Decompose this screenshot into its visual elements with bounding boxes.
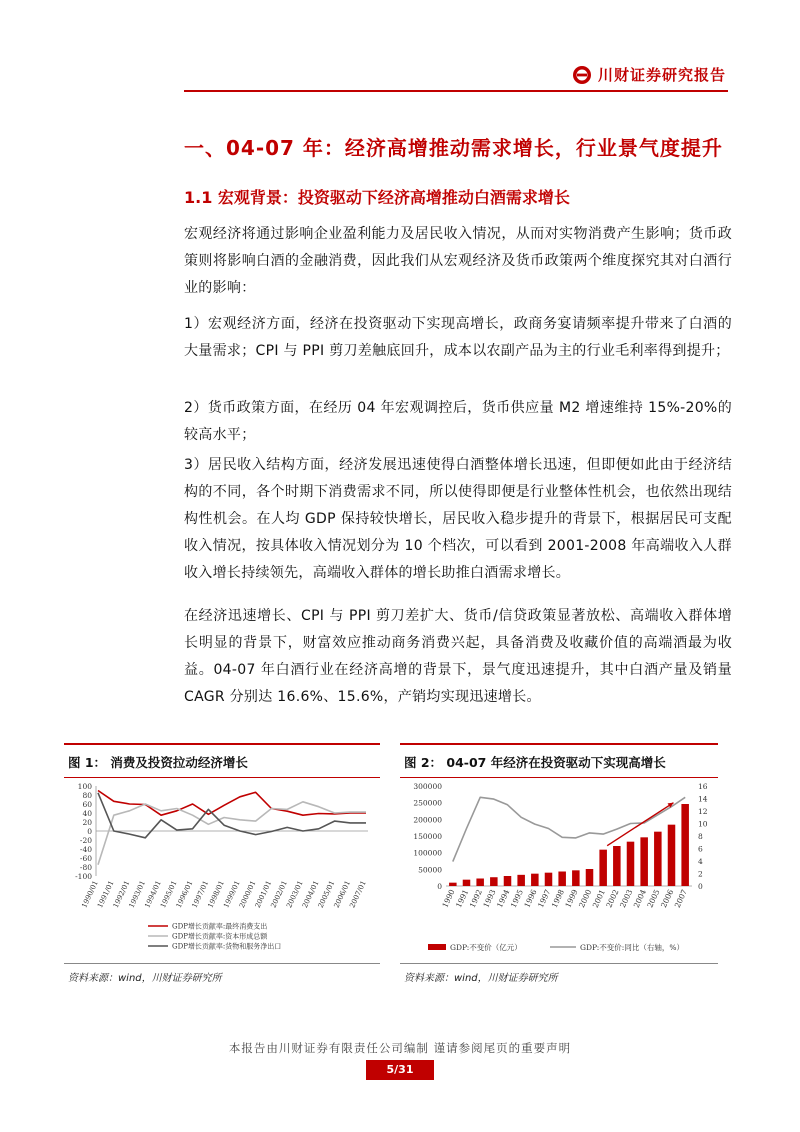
- figure-1-title: 图 1： 消费及投资拉动经济增长: [68, 755, 248, 770]
- y-tick-label: 40: [82, 809, 92, 818]
- bar: [531, 874, 539, 886]
- y-tick-label: 250000: [413, 798, 442, 808]
- footer-disclaimer: 本报告由川财证券有限责任公司编制 谨请参阅尾页的重要声明: [228, 1041, 572, 1055]
- x-tick-label: 2005/01: [316, 879, 337, 910]
- bar: [586, 869, 594, 886]
- brand: [572, 64, 726, 85]
- x-tick-label: 1992: [467, 888, 484, 910]
- legend-label: GDP增长贡献率:最终消费支出: [172, 922, 268, 931]
- figure-1: [64, 743, 380, 989]
- bar: [504, 876, 512, 886]
- page-header: [0, 0, 800, 100]
- x-tick-label: 2005: [645, 888, 662, 910]
- y2-tick-label: 4: [698, 857, 703, 866]
- y2-tick-label: 8: [698, 832, 703, 841]
- bar: [558, 872, 566, 887]
- x-tick-label: 2006: [659, 888, 676, 910]
- paragraph-macro: 1）宏观经济方面，经济在投资驱动下实现高增长，政商务宴请频率提升带来了白酒的大量需求；CPI 与 PPI 剪刀差触底回升，成本以农副产品为主的行业毛利率得到提升；: [184, 316, 732, 359]
- y-tick-label: 100: [77, 782, 92, 791]
- x-tick-label: 2004: [631, 888, 648, 910]
- x-tick-label: 1995: [508, 888, 525, 910]
- y2-tick-label: 14: [698, 794, 708, 804]
- paragraph-intro: 宏观经济将通过影响企业盈利能力及居民收入情况，从而对实物消费产生影响；货币政策则将影响白酒的金融消费，因此我们从宏观经济及货币政策两个维度探究其对白酒行业的影响：: [184, 226, 732, 296]
- legend-swatch-bar: [428, 944, 446, 950]
- x-tick-label: 2003/01: [285, 879, 305, 910]
- y2-tick-label: 2: [698, 869, 703, 879]
- chart-2: [400, 778, 718, 961]
- figure-2: [400, 743, 718, 989]
- x-tick-label: 2003: [618, 888, 635, 910]
- paragraph-conclusion: 在经济迅速增长、CPI 与 PPI 剪刀差扩大、货币/信贷政策显著放松、高端收入群体增长明显的背景下，财富效应推动商务消费兴起，具备消费及收藏价值的高端酒最为收益。04-07 年白酒行业在经济高增的背景下，景气度迅速提升，其中白酒产量及销量 CAGR 分别达 16.6%、15.6%，产销均实现迅速增长。: [184, 608, 732, 705]
- figure-2-title: 图 2： 04-07 年经济在投资驱动下实现高增长: [404, 755, 666, 770]
- bar: [654, 832, 662, 886]
- bar: [463, 880, 471, 886]
- header-divider: [184, 90, 728, 92]
- bar: [572, 870, 580, 886]
- y-tick-label: 0: [87, 827, 92, 836]
- x-tick-label: 2000: [577, 888, 594, 910]
- bar: [449, 883, 457, 886]
- x-tick-label: 1992/01: [111, 879, 132, 910]
- y-tick-label: -40: [79, 845, 92, 854]
- y2-tick-label: 10: [698, 819, 708, 829]
- subsection-heading: 1.1 宏观背景：投资驱动下经济高增推动白酒需求增长: [184, 188, 570, 207]
- y-tick-label: 0: [437, 882, 442, 891]
- series-line-1: [98, 791, 366, 816]
- legend-label-bar: GDP:不变价（亿元）: [450, 943, 522, 952]
- x-tick-label: 2001: [590, 888, 607, 910]
- bar: [627, 842, 635, 886]
- page-number: 5/31: [366, 1060, 434, 1080]
- paragraph-income: 3）居民收入结构方面，经济发展迅速使得白酒整体增长迅速，但即便如此由于经济结构的不同，各个时期下消费需求不同，所以使得即便是行业整体性机会，也依然出现结构性机会。在人均 GDP 保持较快增长，居民收入稳步提升的背景下，根据居民可支配收入情况，按具体收入情况划分为 10 个档次，可以看到 2001-2008 年高端收入人群收入增长持续领先，高端收入群体的增长助推白酒需求增长。: [184, 457, 732, 581]
- x-tick-label: 1991: [454, 888, 471, 910]
- y-tick-label: 80: [82, 791, 92, 800]
- paragraph-monetary: 2）货币政策方面，在经历 04 年宏观调控后，货币供应量 M2 增速维持 15%-20%的较高水平；: [184, 400, 732, 443]
- y-tick-label: 20: [82, 818, 92, 827]
- x-tick-label: 1999: [563, 888, 580, 910]
- x-tick-label: 1990: [440, 888, 457, 910]
- x-tick-label: 2004/01: [300, 879, 321, 910]
- x-tick-label: 2002: [604, 888, 621, 910]
- legend-label: GDP增长贡献率:货物和服务净出口: [172, 942, 282, 951]
- x-tick-label: 1999/01: [222, 879, 242, 910]
- x-tick-label: 1998/01: [206, 879, 226, 910]
- bar: [599, 850, 607, 886]
- y-tick-label: 300000: [413, 782, 442, 791]
- figure-1-source: 资料来源：wind，川财证券研究所: [68, 973, 222, 984]
- figure-2-source: 资料来源：wind，川财证券研究所: [404, 973, 558, 984]
- x-tick-label: 2007/01: [348, 879, 368, 910]
- chart-1: [64, 778, 380, 961]
- legend-label-line: GDP:不变价:同比（右轴，%）: [580, 943, 684, 952]
- y-tick-label: 60: [82, 800, 92, 809]
- x-tick-label: 1996: [522, 888, 539, 910]
- bar: [517, 875, 525, 886]
- growth-line: [453, 797, 685, 861]
- section-heading: 一、04-07 年：经济高增推动需求增长，行业景气度提升: [184, 136, 723, 160]
- y-tick-label: 150000: [413, 832, 442, 841]
- y-tick-label: -20: [79, 836, 92, 845]
- series-line-2: [98, 802, 366, 865]
- bar: [668, 825, 676, 886]
- x-tick-label: 2001/01: [253, 879, 274, 910]
- bar: [681, 804, 689, 886]
- y-tick-label: 50000: [418, 865, 442, 875]
- x-tick-label: 1991/01: [96, 879, 116, 910]
- y2-tick-label: 16: [698, 782, 708, 791]
- y-tick-label: 200000: [413, 815, 442, 825]
- bar: [640, 837, 648, 886]
- y2-tick-label: 6: [698, 844, 703, 854]
- x-tick-label: 1990/01: [80, 879, 100, 910]
- bar: [490, 877, 498, 886]
- bar: [476, 879, 484, 887]
- x-tick-label: 2002/01: [269, 879, 289, 910]
- y2-tick-label: 0: [698, 882, 703, 891]
- x-tick-label: 1995/01: [159, 879, 179, 910]
- y-tick-label: -100: [75, 872, 92, 881]
- legend-label: GDP增长贡献率:资本形成总额: [172, 932, 268, 941]
- bar: [545, 873, 553, 886]
- x-tick-label: 1996/01: [174, 879, 195, 910]
- x-tick-label: 1994: [495, 888, 512, 910]
- x-tick-label: 2000/01: [237, 879, 258, 910]
- trend-arrow-line: [607, 803, 673, 846]
- x-tick-label: 2006/01: [332, 879, 353, 910]
- x-tick-label: 1998: [549, 888, 566, 910]
- y-tick-label: -60: [79, 854, 92, 863]
- x-tick-label: 1994/01: [143, 879, 163, 910]
- x-tick-label: 1997: [536, 888, 553, 910]
- x-tick-label: 1993/01: [127, 879, 148, 910]
- brand-name: 川财证券研究报告: [597, 66, 726, 84]
- y2-tick-label: 12: [698, 807, 708, 816]
- x-tick-label: 1993: [481, 888, 498, 910]
- y-tick-label: -80: [79, 863, 92, 872]
- brand-logo-icon: [572, 65, 592, 85]
- bar: [613, 846, 621, 886]
- y-tick-label: 100000: [413, 848, 442, 858]
- x-tick-label: 1997/01: [190, 879, 211, 910]
- x-tick-label: 2007: [672, 888, 689, 910]
